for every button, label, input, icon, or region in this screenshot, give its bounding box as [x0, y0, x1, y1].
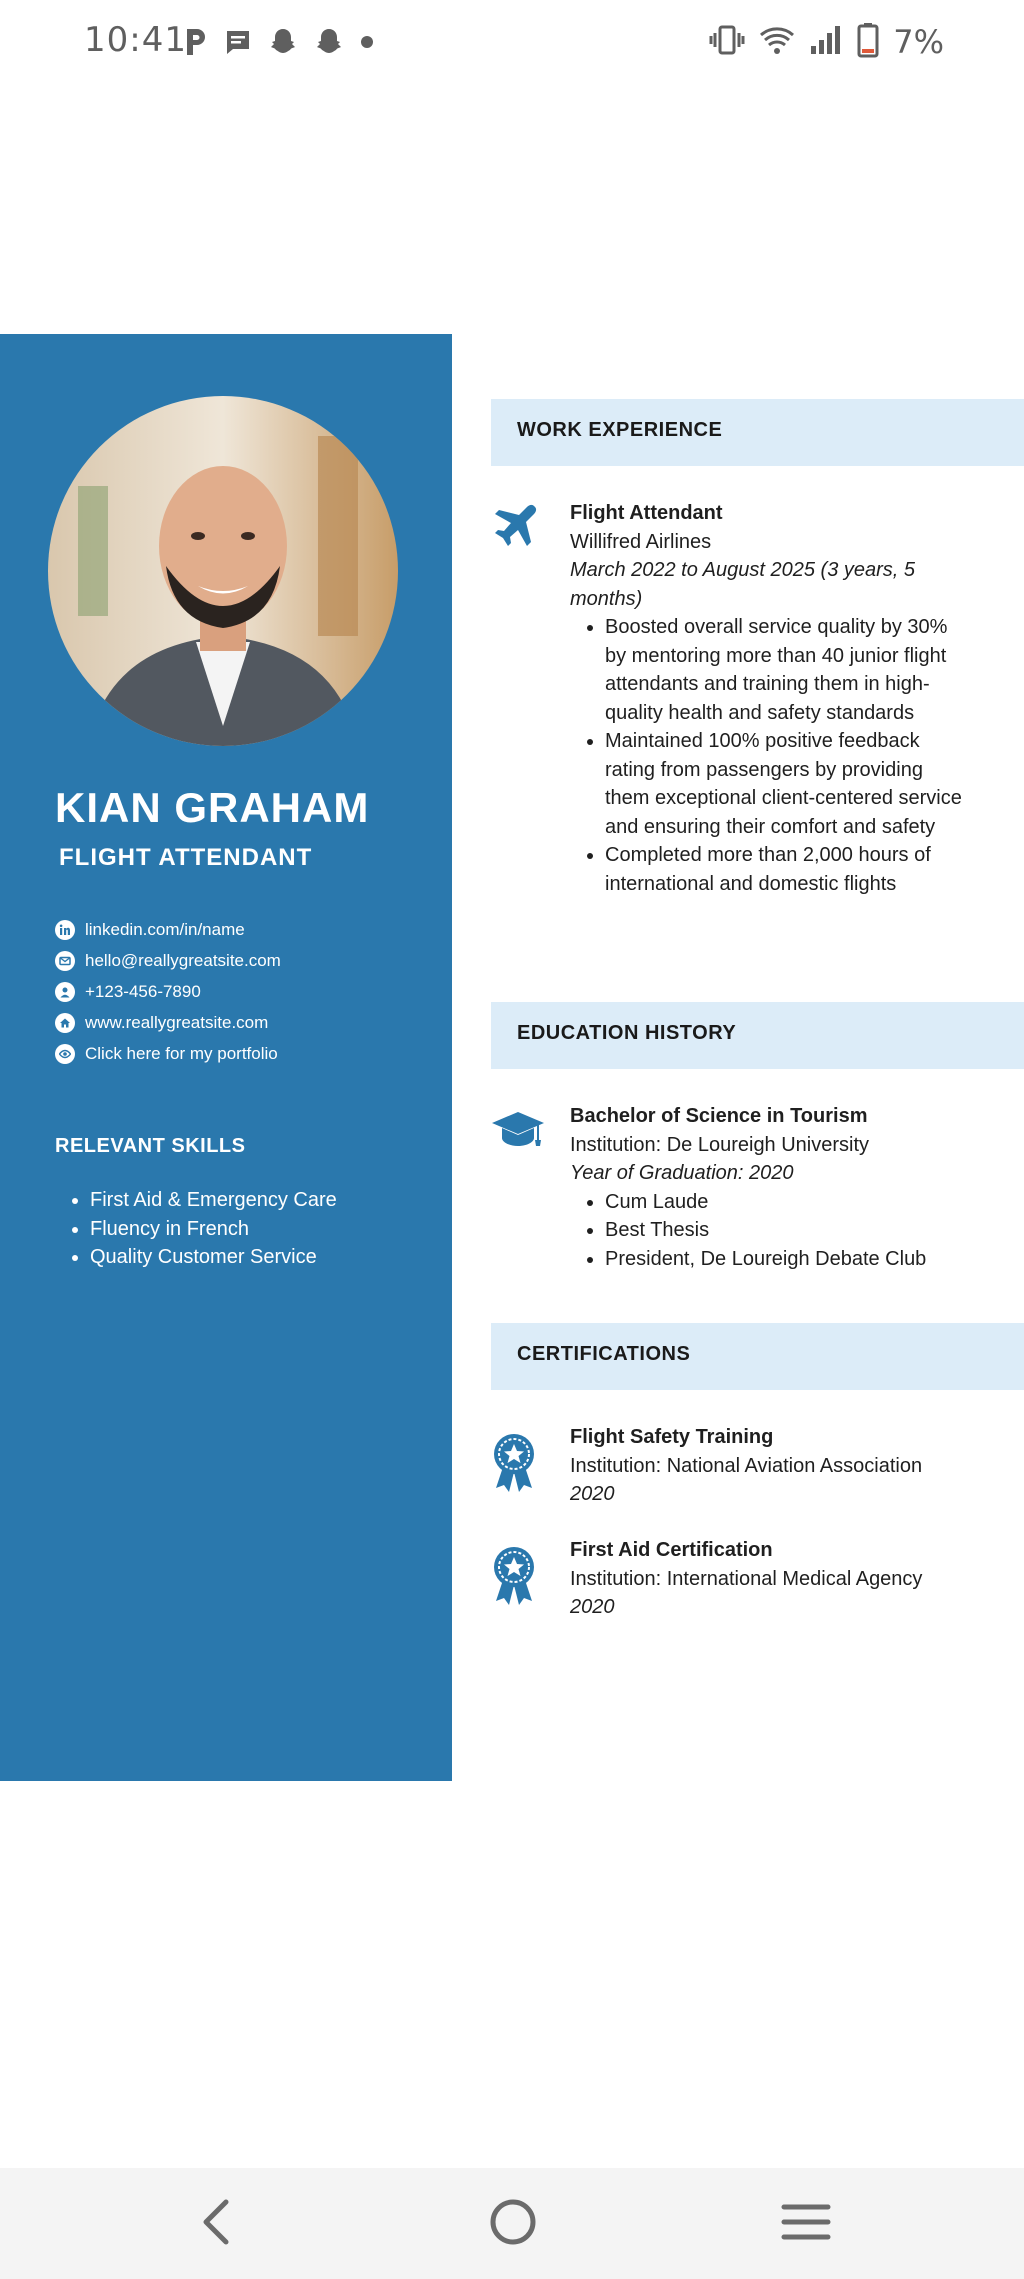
contact-text: linkedin.com/in/name [85, 919, 245, 939]
job-bullet: • Maintained 100% positive feedback rating from passengers by providing them exceptional client-centered service and ensuring their comfort and safety [605, 727, 970, 841]
education-entry [570, 1102, 970, 1273]
section-title: CERTIFICATIONS [517, 1343, 691, 1365]
certification-entry [570, 1536, 970, 1622]
education-bullet: • President, De Loureigh Debate Club [605, 1245, 970, 1274]
certification-institution: Institution: International Medical Agency [570, 1567, 923, 1590]
education-bullet: • Best Thesis [605, 1216, 970, 1245]
resume-main [452, 334, 1024, 1781]
institution-name: Institution: De Loureigh University [570, 1133, 870, 1156]
section-title: WORK EXPERIENCE [517, 419, 723, 441]
contact-website[interactable] [55, 1007, 281, 1038]
contact-text: hello@reallygreatsite.com [85, 950, 281, 970]
contact-text: www.reallygreatsite.com [85, 1012, 269, 1032]
education-history-header [491, 1002, 1024, 1069]
battery-icon [857, 22, 879, 63]
home-icon [55, 1013, 75, 1033]
wifi-icon [759, 24, 795, 61]
dot-icon [360, 35, 374, 49]
certification-entry [570, 1423, 970, 1509]
contact-list [55, 914, 281, 1069]
skill-item: • Fluency in French [90, 1215, 337, 1244]
status-bar [0, 0, 1024, 84]
degree-title: Bachelor of Science in Tourism [570, 1105, 868, 1127]
back-button[interactable] [184, 2192, 248, 2256]
back-icon [196, 2198, 236, 2251]
education-bullets [570, 1188, 970, 1274]
contact-linkedin[interactable] [55, 914, 281, 945]
snapchat-icon [268, 27, 298, 57]
award-ribbon-icon [491, 1545, 537, 1612]
system-icons [709, 22, 944, 62]
resume-sidebar [0, 334, 452, 1781]
menu-icon [780, 2202, 832, 2247]
skills-title: RELEVANT SKILLS [55, 1135, 246, 1157]
contact-text: Click here for my portfolio [85, 1043, 278, 1063]
education-bullet: • Cum Laude [605, 1188, 970, 1217]
certification-year: 2020 [570, 1483, 615, 1505]
graduation-cap-icon [491, 1110, 545, 1155]
profile-photo [48, 396, 398, 746]
home-button[interactable] [481, 2192, 545, 2256]
job-bullet: • Boosted overall service quality by 30% by mentoring more than 40 junior flight attendants and training them in high-quality health and safety standards [605, 613, 970, 727]
battery-percent: 7% [893, 23, 944, 61]
contact-portfolio[interactable] [55, 1038, 281, 1069]
snapchat-icon [314, 27, 344, 57]
work-entry [570, 499, 970, 898]
job-dates: March 2022 to August 2025 (3 years, 5 months) [570, 559, 916, 610]
skills-list [90, 1186, 337, 1272]
certifications-header [491, 1323, 1024, 1390]
email-icon [55, 951, 75, 971]
message-icon [224, 28, 252, 56]
job-bullets [570, 613, 970, 898]
menu-button[interactable] [774, 2192, 838, 2256]
certification-title: Flight Safety Training [570, 1426, 774, 1448]
award-ribbon-icon [491, 1432, 537, 1499]
candidate-name: KIAN GRAHAM [55, 784, 370, 831]
section-title: EDUCATION HISTORY [517, 1022, 737, 1044]
certification-year: 2020 [570, 1596, 615, 1618]
airplane-icon [491, 501, 537, 552]
certification-institution: Institution: National Aviation Association [570, 1454, 923, 1477]
parking-icon [184, 27, 208, 57]
contact-email[interactable] [55, 945, 281, 976]
contact-text: +123-456-7890 [85, 981, 201, 1001]
company-name: Willifred Airlines [570, 530, 712, 553]
candidate-role: FLIGHT ATTENDANT [59, 844, 313, 871]
navigation-bar [0, 2168, 1024, 2279]
resume-document [0, 334, 1024, 1781]
skill-item: • First Aid & Emergency Care [90, 1186, 337, 1215]
notification-icons [184, 26, 374, 58]
certification-title: First Aid Certification [570, 1539, 773, 1561]
work-experience-header [491, 399, 1024, 466]
linkedin-icon [55, 920, 75, 940]
signal-icon [809, 24, 843, 61]
skill-item: • Quality Customer Service [90, 1243, 337, 1272]
contact-phone[interactable] [55, 976, 281, 1007]
job-bullet: • Completed more than 2,000 hours of international and domestic flights [605, 841, 970, 898]
eye-icon [55, 1044, 75, 1064]
person-icon [55, 982, 75, 1002]
vibrate-icon [709, 24, 745, 61]
home-circle-icon [489, 2198, 537, 2251]
status-time: 10:41 [84, 20, 187, 60]
graduation-year: Year of Graduation: 2020 [570, 1162, 794, 1184]
job-title: Flight Attendant [570, 502, 723, 524]
